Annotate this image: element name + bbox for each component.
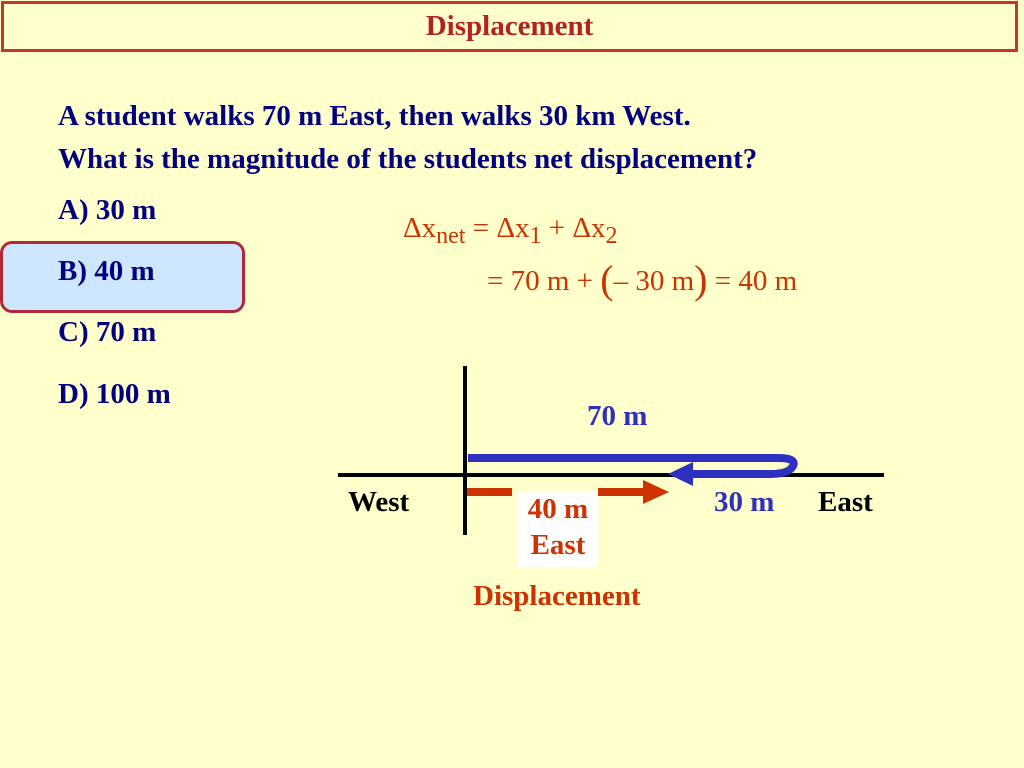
option-d[interactable]: D) 100 m: [58, 378, 171, 410]
option-c[interactable]: C) 70 m: [58, 316, 157, 348]
option-a[interactable]: A) 30 m: [58, 194, 157, 226]
delta-x-net: $\Delta x_{net}$: [403, 212, 466, 249]
plus-sign: +: [541, 212, 573, 244]
equals-sign: =: [465, 212, 497, 244]
arrowhead-west: [668, 462, 693, 486]
delta-x-1: $\Delta x_1$: [496, 212, 542, 249]
label-70m: 70 m: [587, 400, 648, 432]
label-west: West: [348, 486, 410, 518]
delta-x-2: $\Delta x_2$: [572, 212, 618, 249]
arrowhead-east: [643, 480, 669, 504]
path-arrow-70-east-30-west: [468, 458, 794, 474]
equation-line-2: = 70 m + (– 30 m) = 40 m: [487, 257, 798, 302]
option-b[interactable]: B) 40 m: [58, 255, 155, 287]
label-east: East: [818, 486, 873, 518]
slide-title: Displacement: [425, 10, 594, 42]
displacement-caption: Displacement: [473, 580, 641, 612]
question-line-1: A student walks 70 m East, then walks 30 km West.: [58, 100, 691, 132]
question-line-2: What is the magnitude of the students net displacement?: [58, 143, 758, 175]
label-30m: 30 m: [714, 486, 775, 518]
net-displacement-label: 40 m East: [518, 491, 598, 567]
